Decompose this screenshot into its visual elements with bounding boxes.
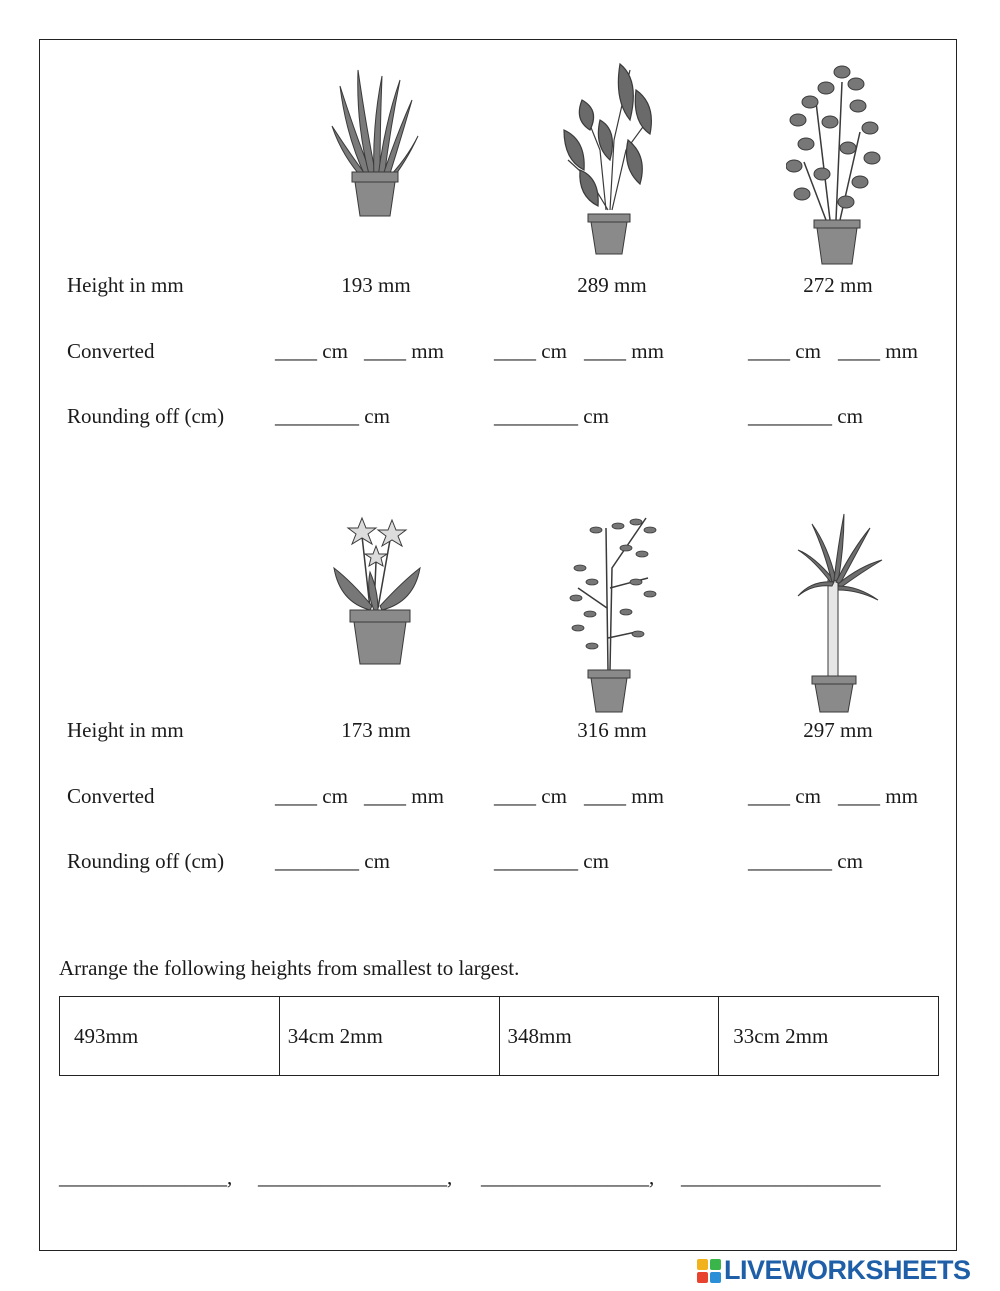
converted-label: Converted bbox=[67, 784, 155, 808]
plant-height-value: 193 mm bbox=[341, 273, 411, 297]
cm-blank[interactable]: ____ cm bbox=[275, 339, 348, 363]
plant-height-value: 173 mm bbox=[341, 718, 411, 742]
rounding-label: Rounding off (cm) bbox=[67, 404, 225, 428]
mm-blank[interactable]: ____ mm bbox=[364, 784, 444, 808]
rounding-blank[interactable]: ________ cm bbox=[275, 849, 390, 873]
heights-table bbox=[59, 996, 939, 1076]
mm-blank[interactable]: ____ mm bbox=[838, 339, 918, 363]
cm-blank[interactable]: ____ cm bbox=[275, 784, 348, 808]
plant-height-value: 272 mm bbox=[803, 273, 873, 297]
palm-plant-icon bbox=[560, 60, 660, 258]
table-row bbox=[60, 997, 939, 1076]
rounding-blank[interactable]: ________ cm bbox=[494, 849, 609, 873]
height-cell: 493mm bbox=[60, 997, 280, 1076]
round-leaf-plant-icon bbox=[786, 62, 886, 266]
rounding-blank[interactable]: ________ cm bbox=[275, 404, 390, 428]
height-cell: 34cm 2mm bbox=[279, 997, 499, 1076]
answer-blank-3[interactable]: ________________, bbox=[481, 1165, 655, 1189]
cm-blank[interactable]: ____ cm bbox=[748, 339, 821, 363]
height-label: Height in mm bbox=[67, 273, 184, 297]
plant-height-value: 289 mm bbox=[577, 273, 647, 297]
flowering-plant-icon bbox=[330, 512, 430, 668]
tall-branch-plant-icon bbox=[566, 508, 662, 714]
liveworksheets-logo-icon bbox=[697, 1259, 721, 1283]
mm-blank[interactable]: ____ mm bbox=[584, 339, 664, 363]
cm-blank[interactable]: ____ cm bbox=[494, 784, 567, 808]
height-label: Height in mm bbox=[67, 718, 184, 742]
plant-height-value: 297 mm bbox=[803, 718, 873, 742]
mm-blank[interactable]: ____ mm bbox=[838, 784, 918, 808]
mm-blank[interactable]: ____ mm bbox=[584, 784, 664, 808]
mm-blank[interactable]: ____ mm bbox=[364, 339, 444, 363]
arrange-instruction: Arrange the following heights from smallest to largest. bbox=[59, 956, 520, 980]
rounding-blank[interactable]: ________ cm bbox=[748, 404, 863, 428]
plant-height-value: 316 mm bbox=[577, 718, 647, 742]
cm-blank[interactable]: ____ cm bbox=[748, 784, 821, 808]
answer-blank-1[interactable]: ________________, bbox=[59, 1165, 233, 1189]
rounding-blank[interactable]: ________ cm bbox=[748, 849, 863, 873]
liveworksheets-brand[interactable] bbox=[697, 1255, 971, 1286]
rounding-blank[interactable]: ________ cm bbox=[494, 404, 609, 428]
cm-blank[interactable]: ____ cm bbox=[494, 339, 567, 363]
rounding-label: Rounding off (cm) bbox=[67, 849, 225, 873]
answer-blank-2[interactable]: __________________, bbox=[258, 1165, 453, 1189]
converted-label: Converted bbox=[67, 339, 155, 363]
dracaena-plant-icon bbox=[794, 510, 886, 714]
answer-blank-4[interactable]: ___________________ bbox=[681, 1165, 881, 1189]
spiky-leaf-plant-icon bbox=[326, 66, 426, 226]
brand-name: LIVEWORKSHEETS bbox=[724, 1255, 971, 1285]
height-cell: 348mm bbox=[499, 997, 719, 1076]
height-cell: 33cm 2mm bbox=[719, 997, 939, 1076]
